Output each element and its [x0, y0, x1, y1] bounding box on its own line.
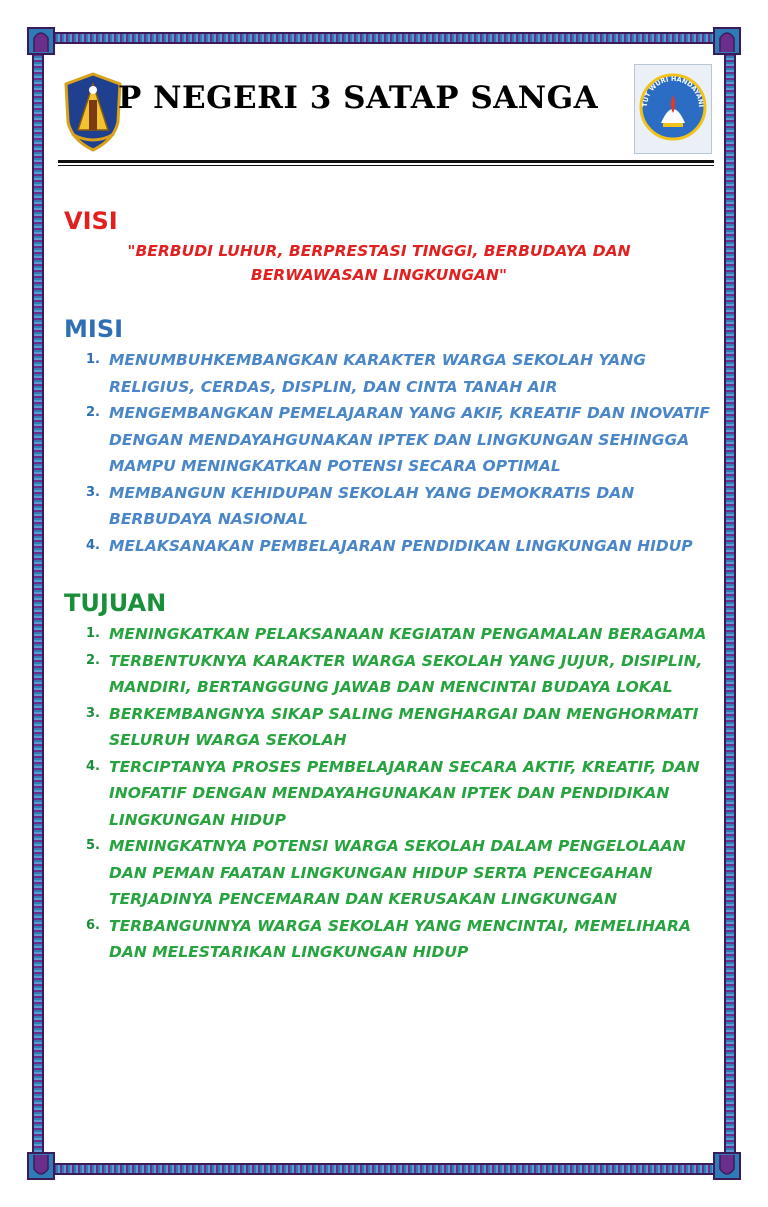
tujuan-item-text: MENINGKATKAN PELAKSANAAN KEGIATAN PENGAMALAN BERAGAMA: [109, 625, 707, 643]
misi-item: [64, 347, 714, 400]
tujuan-heading: TUJUAN: [64, 589, 167, 617]
header-divider-thin: [58, 165, 714, 166]
corner-ornament-top-left: [26, 26, 56, 56]
letterhead: [58, 62, 714, 162]
tujuan-item-text: TERBANGUNNYA WARGA SEKOLAH YANG MENCINTAI, MEMELIHARA DAN MELESTARIKAN LINGKUNGAN HIDUP: [109, 916, 691, 961]
misi-item-number: 2.: [86, 405, 100, 420]
misi-item-number: 3.: [86, 484, 100, 500]
tujuan-item-text: MENINGKATNYA POTENSI WARGA SEKOLAH DALAM PENGELOLAAN DAN PEMAN FAATAN LINGKUNGAN HIDUP SERTA PENCEGAHAN TERJADINYA PENCEMARAN DAN KERUSAKAN LINGKUNGAN: [109, 837, 686, 908]
tujuan-item: [64, 621, 714, 648]
misi-item-text: MEMBANGUN KEHIDUPAN SEKOLAH YANG DEMOKRATIS DAN BERBUDAYA NASIONAL: [109, 483, 635, 528]
misi-item: [64, 400, 714, 480]
misi-item-text: MENGEMBANGKAN PEMELAJARAN YANG AKIF, KREATIF DAN INOVATIF DENGAN MENDAYAHGUNAKAN IPTEK DAN LINGKUNGAN SEHINGGA MAMPU MENINGKATKAN POTENSI SECARA OPTIMAL: [109, 404, 710, 475]
tujuan-item-number: 1.: [86, 626, 100, 641]
corner-ornament-top-right: [712, 26, 742, 56]
tujuan-item-number: 3.: [86, 705, 100, 721]
visi-statement: "BERBUDI LUHUR, BERPRESTASI TINGGI, BERBUDAYA DAN BERWAWASAN LINGKUNGAN": [127, 242, 631, 284]
tujuan-item-text: TERCIPTANYA PROSES PEMBELAJARAN SECARA AKTIF, KREATIF, DAN INOFATIF DENGAN MENDAYAHGUNAKAN IPTEK DAN PENDIDIKAN LINGKUNGAN HIDUP: [109, 757, 700, 829]
header-divider: [58, 160, 714, 163]
logo-motto-text: TUT WURI HANDAYANI: [640, 74, 706, 108]
page-border-bottom: [42, 1163, 726, 1175]
tujuan-item: [64, 648, 714, 701]
corner-ornament-bottom-left: [26, 1151, 56, 1181]
page-border-left: [32, 42, 44, 1165]
misi-heading: MISI: [64, 315, 124, 343]
page-border-right: [724, 42, 736, 1165]
document-body: [64, 205, 714, 966]
tujuan-item-number: 6.: [86, 917, 100, 933]
misi-item-number: 4.: [86, 537, 100, 553]
tujuan-item: [64, 833, 714, 913]
tujuan-list: [64, 621, 714, 966]
tujuan-item: [64, 913, 714, 966]
tujuan-item-number: 2.: [86, 652, 100, 668]
tujuan-item: [64, 701, 714, 754]
page-border-top: [42, 32, 726, 44]
corner-ornament-bottom-right: [712, 1151, 742, 1181]
misi-item-number: 1.: [86, 352, 100, 367]
misi-item-text: MELAKSANAKAN PEMBELAJARAN PENDIDIKAN LINGKUNGAN HIDUP: [109, 536, 693, 555]
tujuan-item: [64, 754, 714, 834]
tujuan-item-text: BERKEMBANGNYA SIKAP SALING MENGHARGAI DAN MENGHORMATI SELURUH WARGA SEKOLAH: [109, 704, 699, 749]
tut-wuri-handayani-logo: [634, 64, 712, 154]
school-name-title: P NEGERI 3 SATAP SANGA: [118, 80, 599, 116]
misi-list: [64, 347, 714, 559]
misi-item-text: MENUMBUHKEMBANGKAN KARAKTER WARGA SEKOLAH YANG RELIGIUS, CERDAS, DISPLIN, DAN CINTA TANAH AIR: [109, 351, 646, 396]
tujuan-item-number: 4.: [86, 758, 100, 774]
tujuan-item-number: 5.: [86, 838, 100, 853]
tujuan-item-text: TERBENTUKNYA KARAKTER WARGA SEKOLAH YANG JUJUR, DISIPLIN, MANDIRI, BERTANGGUNG JAWAB DAN MENCINTAI BUDAYA LOKAL: [109, 651, 703, 696]
misi-item: [64, 480, 714, 533]
visi-heading: VISI: [64, 207, 118, 235]
misi-item: [64, 533, 714, 560]
